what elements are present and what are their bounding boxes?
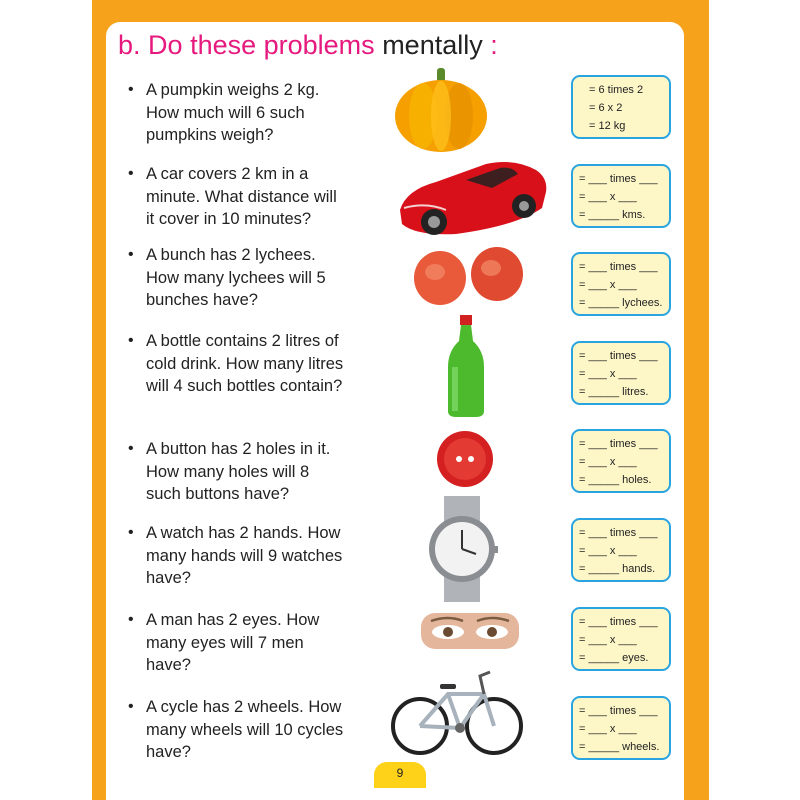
answer-line: = 6 times 2 (589, 84, 644, 96)
answer-line: = ___ x ___ (579, 723, 637, 735)
answer-box (571, 429, 671, 493)
answer-line: = 6 x 2 (589, 102, 623, 114)
answer-box (571, 164, 671, 228)
problem-question: A pumpkin weighs 2 kg. How much will 6 such pumpkins weigh? (146, 81, 320, 144)
problem-question: A bottle contains 2 litres of cold drink. How many litres will 4 such bottles contain? (146, 332, 344, 395)
red-car-image (396, 152, 550, 238)
answer-line: = _____ kms. (579, 209, 646, 221)
bullet (128, 163, 138, 173)
lychees-image (411, 246, 525, 306)
answer-line: = ___ times ___ (579, 438, 658, 450)
heading-suffix: : (490, 30, 498, 60)
answer-box (571, 518, 671, 582)
answer-box (571, 607, 671, 671)
bullet (128, 330, 138, 340)
problem-question: A man has 2 eyes. How many eyes will 7 men have? (146, 611, 320, 674)
bullet (128, 438, 138, 448)
heading-prefix: b. (118, 30, 141, 60)
answer-line: = ___ times ___ (579, 350, 658, 362)
bullet (128, 609, 138, 619)
bullet (128, 79, 138, 89)
heading-dark-text: mentally (382, 30, 483, 60)
answer-line: = _____ wheels. (579, 741, 660, 753)
answer-line: = ___ times ___ (579, 261, 658, 273)
pumpkin-image (393, 66, 489, 154)
answer-line: = _____ eyes. (579, 652, 649, 664)
answer-line: = ___ times ___ (579, 705, 658, 717)
answer-line: = ___ x ___ (579, 191, 637, 203)
answer-line: = ___ x ___ (579, 634, 637, 646)
heading-pink-text: Do these problems (148, 30, 375, 60)
wrist-watch-image (426, 496, 498, 602)
problem-question: A cycle has 2 wheels. How many wheels will 10 cycles have? (146, 698, 344, 761)
red-button-image (436, 430, 494, 488)
problem-question: A button has 2 holes in it. How many holes will 8 such buttons have? (146, 440, 331, 503)
page-number: 9 (374, 762, 426, 788)
answer-line: = ___ x ___ (579, 368, 637, 380)
answer-line: = _____ litres. (579, 386, 649, 398)
bullet (128, 696, 138, 706)
answer-line: = _____ holes. (579, 474, 652, 486)
answer-box (571, 75, 671, 139)
eyes-image (421, 613, 519, 649)
bullet (128, 244, 138, 254)
section-heading (118, 30, 678, 70)
answer-line: = _____ lychees. (579, 297, 663, 309)
problem-question: A car covers 2 km in a minute. What distance will it cover in 10 minutes? (146, 165, 337, 228)
answer-box (571, 252, 671, 316)
answer-box (571, 696, 671, 760)
answer-line: = _____ hands. (579, 563, 656, 575)
answer-line: = ___ x ___ (579, 456, 637, 468)
answer-line: = 12 kg (589, 120, 626, 132)
answer-line: = ___ x ___ (579, 545, 637, 557)
answer-line: = ___ times ___ (579, 616, 658, 628)
answer-box (571, 341, 671, 405)
answer-line: = ___ x ___ (579, 279, 637, 291)
green-bottle-image (446, 315, 486, 419)
bullet (128, 522, 138, 532)
bicycle-image (390, 660, 524, 758)
answer-line: = ___ times ___ (579, 173, 658, 185)
problem-question: A watch has 2 hands. How many hands will 9 watches have? (146, 524, 343, 587)
answer-line: = ___ times ___ (579, 527, 658, 539)
problem-question: A bunch has 2 lychees. How many lychees will 5 bunches have? (146, 246, 326, 309)
